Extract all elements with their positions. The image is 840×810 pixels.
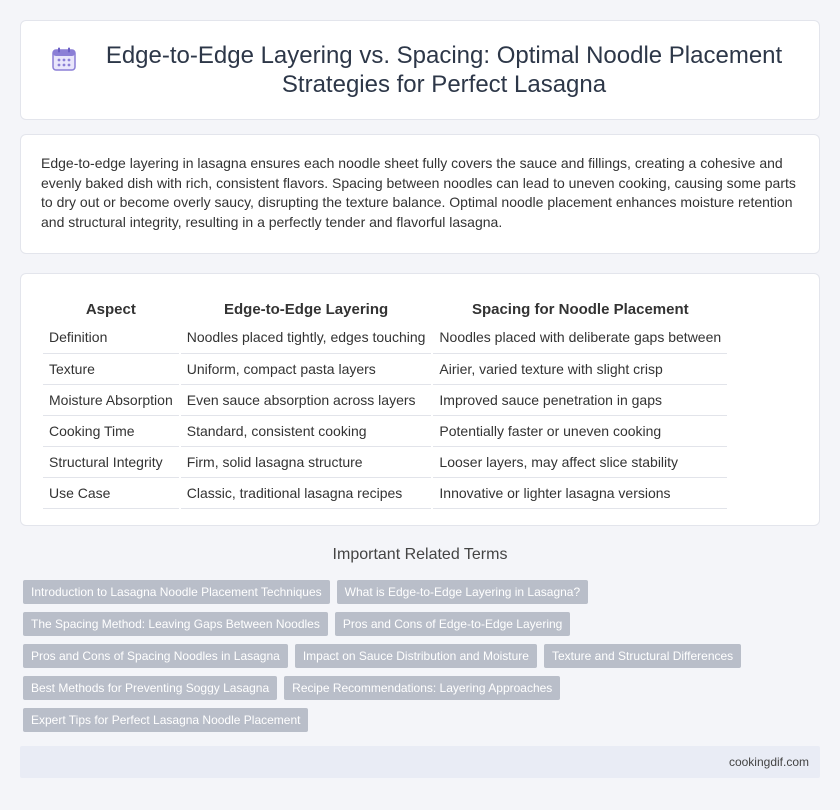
related-term-tag[interactable]: Expert Tips for Perfect Lasagna Noodle Placement (23, 708, 308, 732)
table-cell: Noodles placed with deliberate gaps between (433, 322, 727, 353)
table-cell: Texture (43, 353, 179, 384)
header-aspect: Aspect (85, 300, 136, 318)
table-row (43, 384, 727, 415)
table-cell: Use Case (43, 477, 179, 508)
table-cell: Standard, consistent cooking (181, 415, 432, 446)
table-cell: Improved sauce penetration in gaps (433, 384, 727, 415)
table-cell: Moisture Absorption (43, 384, 179, 415)
table-cell: Airier, varied texture with slight crisp (433, 353, 727, 384)
table-row (43, 322, 727, 353)
table-header-row (43, 296, 727, 322)
header-spacing: Spacing for Noodle Placement (471, 300, 689, 318)
related-terms-title: Important Related Terms (332, 546, 508, 563)
table-cell: Cooking Time (43, 415, 179, 446)
table-cell: Uniform, compact pasta layers (181, 353, 432, 384)
comparison-card (20, 273, 820, 526)
comparison-table (43, 296, 727, 509)
table-row (43, 415, 727, 446)
calendar-icon (51, 46, 77, 72)
related-term-tag[interactable]: Recipe Recommendations: Layering Approaches (284, 676, 560, 700)
table-cell: Classic, traditional lasagna recipes (181, 477, 432, 508)
related-term-tag[interactable]: What is Edge-to-Edge Layering in Lasagna? (337, 580, 588, 604)
table-cell: Even sauce absorption across layers (181, 384, 432, 415)
header-edge-to-edge: Edge-to-Edge Layering (223, 300, 389, 318)
table-cell: Definition (43, 322, 179, 353)
table-row (43, 446, 727, 477)
intro-card (20, 134, 820, 254)
intro-paragraph: Edge-to-edge layering in lasagna ensures each noodle sheet fully covers the sauce and fillings, creating a cohesive and evenly baked dish with rich, consistent flavors. Spacing between noodles can lead to uneven cooking, causing some parts to dry out or become overly saucy, disrupting the texture balance. Optimal noodle placement enhances moisture retention and structural integrity, resulting in a perfectly tender and flavorful lasagna. (41, 155, 796, 230)
table-cell: Firm, solid lasagna structure (181, 446, 432, 477)
table-cell: Innovative or lighter lasagna versions (433, 477, 727, 508)
related-term-tag[interactable]: Pros and Cons of Edge-to-Edge Layering (335, 612, 570, 636)
footer-site-link[interactable]: cookingdif.com (728, 755, 809, 769)
related-term-tag[interactable]: Texture and Structural Differences (544, 644, 741, 668)
related-term-tag[interactable]: The Spacing Method: Leaving Gaps Between Noodles (23, 612, 328, 636)
table-cell: Structural Integrity (43, 446, 179, 477)
related-term-tag[interactable]: Best Methods for Preventing Soggy Lasagna (23, 676, 277, 700)
table-row (43, 477, 727, 508)
table-row (43, 353, 727, 384)
page-title: Edge-to-Edge Layering vs. Spacing: Optimal Noodle Placement Strategies for Perfect Lasagna (105, 42, 783, 98)
footer (20, 746, 820, 778)
table-cell: Looser layers, may affect slice stability (433, 446, 727, 477)
related-term-tag[interactable]: Pros and Cons of Spacing Noodles in Lasagna (23, 644, 288, 668)
related-term-tag[interactable]: Impact on Sauce Distribution and Moisture (295, 644, 537, 668)
table-cell: Noodles placed tightly, edges touching (181, 322, 432, 353)
related-term-tag[interactable]: Introduction to Lasagna Noodle Placement Techniques (23, 580, 330, 604)
table-cell: Potentially faster or uneven cooking (433, 415, 727, 446)
related-terms-list (23, 580, 813, 740)
title-card (20, 20, 820, 120)
